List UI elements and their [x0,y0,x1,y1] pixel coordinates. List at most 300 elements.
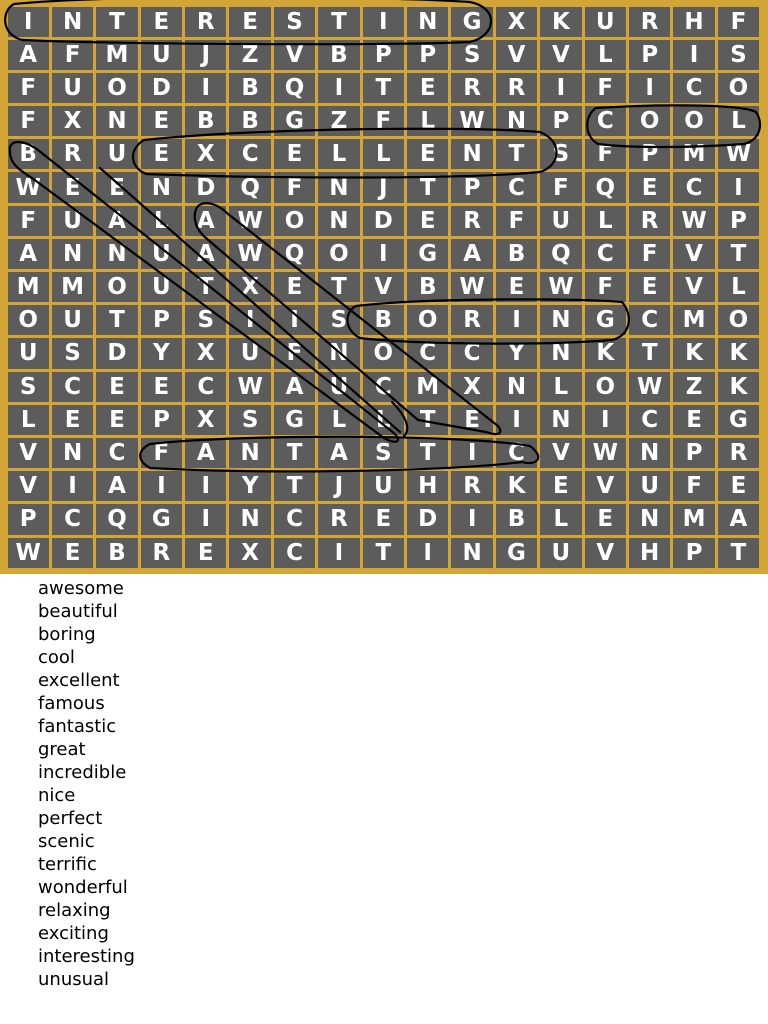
grid-cell[interactable]: V [585,538,626,568]
grid-cell[interactable]: Y [229,471,270,501]
grid-cell[interactable]: S [8,372,49,402]
grid-cell[interactable]: C [451,338,492,368]
grid-cell[interactable]: I [496,305,537,335]
grid-cell[interactable]: B [229,106,270,136]
grid-cell[interactable]: I [363,7,404,37]
grid-cell[interactable]: I [629,73,670,103]
grid-cell[interactable]: P [673,438,714,468]
grid-cell[interactable]: C [496,438,537,468]
grid-cell[interactable]: N [407,7,448,37]
grid-cell[interactable]: V [8,438,49,468]
grid-cell[interactable]: U [318,372,359,402]
grid-cell[interactable]: N [52,438,93,468]
grid-cell[interactable]: E [141,372,182,402]
grid-cell[interactable]: E [141,7,182,37]
grid-cell[interactable]: T [496,139,537,169]
grid-cell[interactable]: W [673,206,714,236]
grid-cell[interactable]: L [318,139,359,169]
grid-cell[interactable]: F [363,106,404,136]
grid-cell[interactable]: L [8,405,49,435]
word-list-item: fantastic [38,716,117,737]
grid-cell[interactable]: F [496,206,537,236]
grid-cell[interactable]: C [52,372,93,402]
grid-cell[interactable]: E [451,405,492,435]
grid-cell[interactable]: I [274,305,315,335]
grid-cell[interactable]: O [629,106,670,136]
grid-cell[interactable]: I [407,538,448,568]
grid-cell[interactable]: G [718,405,759,435]
grid-cell[interactable]: S [185,305,226,335]
grid-cell[interactable]: W [229,372,270,402]
grid-cell[interactable]: T [718,538,759,568]
grid-cell[interactable]: O [718,305,759,335]
grid-cell[interactable]: R [629,7,670,37]
grid-cell[interactable]: N [496,106,537,136]
grid-cell[interactable]: Q [585,172,626,202]
grid-cell[interactable]: U [96,139,137,169]
grid-cell[interactable]: U [629,471,670,501]
grid-cell[interactable]: U [229,338,270,368]
grid-cell[interactable]: E [407,139,448,169]
grid-cell[interactable]: E [229,7,270,37]
grid-cell[interactable]: T [363,73,404,103]
grid-cell[interactable]: F [274,172,315,202]
grid-cell[interactable]: A [96,471,137,501]
grid-cell[interactable]: L [363,139,404,169]
grid-cell[interactable]: E [540,471,581,501]
grid-cell[interactable]: E [52,405,93,435]
grid-cell[interactable]: U [8,338,49,368]
grid-cell[interactable]: R [52,139,93,169]
grid-cell[interactable]: N [318,206,359,236]
grid-cell[interactable]: Q [274,73,315,103]
grid-cell[interactable]: B [8,139,49,169]
grid-cell[interactable]: S [52,338,93,368]
grid-cell[interactable]: T [185,272,226,302]
grid-cell[interactable]: T [96,7,137,37]
grid-cell[interactable]: V [673,239,714,269]
grid-cell[interactable]: B [96,538,137,568]
grid-cell[interactable]: E [629,272,670,302]
grid-cell[interactable]: Z [229,40,270,70]
grid-cell[interactable]: F [585,272,626,302]
grid-cell[interactable]: W [229,239,270,269]
grid-cell[interactable]: P [540,106,581,136]
grid-cell[interactable]: N [540,305,581,335]
grid-cell[interactable]: O [585,372,626,402]
grid-cell[interactable]: C [229,139,270,169]
grid-cell[interactable]: N [96,239,137,269]
grid-cell[interactable]: R [496,73,537,103]
grid-cell[interactable]: T [718,239,759,269]
grid-cell[interactable]: I [363,239,404,269]
grid-cell[interactable]: E [363,504,404,534]
grid-cell[interactable]: O [673,106,714,136]
grid-cell[interactable]: D [185,172,226,202]
grid-cell[interactable]: U [540,538,581,568]
grid-cell[interactable]: H [673,7,714,37]
grid-cell[interactable]: N [451,139,492,169]
grid-cell[interactable]: S [540,139,581,169]
grid-cell[interactable]: X [185,338,226,368]
grid-cell[interactable]: I [451,504,492,534]
grid-cell[interactable]: E [52,172,93,202]
grid-cell[interactable]: F [673,471,714,501]
grid-cell[interactable]: W [718,139,759,169]
grid-cell[interactable]: W [8,538,49,568]
grid-cell[interactable]: V [585,471,626,501]
grid-cell[interactable]: X [496,7,537,37]
grid-cell[interactable]: P [8,504,49,534]
grid-cell[interactable]: B [229,73,270,103]
grid-cell[interactable]: C [673,73,714,103]
grid-cell[interactable]: K [496,471,537,501]
grid-cell[interactable]: E [96,172,137,202]
grid-cell[interactable]: I [718,172,759,202]
grid-cell[interactable]: J [185,40,226,70]
grid-cell[interactable]: U [52,73,93,103]
grid-cell[interactable]: R [318,504,359,534]
grid-cell[interactable]: C [52,504,93,534]
grid-cell[interactable]: J [318,471,359,501]
grid-cell[interactable]: T [363,538,404,568]
grid-cell[interactable]: L [585,206,626,236]
grid-cell[interactable]: G [451,7,492,37]
grid-cell[interactable]: S [318,305,359,335]
grid-cell[interactable]: E [407,73,448,103]
grid-cell[interactable]: N [52,239,93,269]
grid-cell[interactable]: K [718,338,759,368]
grid-cell[interactable]: T [629,338,670,368]
grid-cell[interactable]: N [540,338,581,368]
grid-cell[interactable]: O [318,239,359,269]
grid-cell[interactable]: N [229,504,270,534]
grid-cell[interactable]: T [318,7,359,37]
word-list-item: unusual [38,969,110,990]
grid-cell[interactable]: W [451,106,492,136]
grid-cell[interactable]: I [229,305,270,335]
grid-cell[interactable]: C [496,172,537,202]
grid-cell[interactable]: A [96,206,137,236]
grid-cell[interactable]: H [407,471,448,501]
grid-cell[interactable]: I [141,471,182,501]
word-list-item: scenic [38,831,95,852]
grid-cell[interactable]: I [451,438,492,468]
grid-cell[interactable]: N [629,438,670,468]
grid-cell[interactable]: C [585,239,626,269]
grid-cell[interactable]: C [274,538,315,568]
grid-cell[interactable]: F [8,206,49,236]
grid-cell[interactable]: B [496,504,537,534]
grid-cell[interactable]: K [585,338,626,368]
grid-cell[interactable]: R [718,438,759,468]
grid-cell[interactable]: D [96,338,137,368]
grid-cell[interactable]: P [141,405,182,435]
grid-cell[interactable]: N [229,438,270,468]
grid-cell[interactable]: F [718,7,759,37]
grid-cell[interactable]: L [718,272,759,302]
grid-cell[interactable]: E [585,504,626,534]
grid-cell[interactable]: O [718,73,759,103]
grid-cell[interactable]: E [407,206,448,236]
grid-cell[interactable]: F [540,172,581,202]
grid-cell[interactable]: U [52,305,93,335]
grid-cell[interactable]: U [141,239,182,269]
grid-cell[interactable]: I [52,471,93,501]
grid-cell[interactable]: S [451,40,492,70]
grid-cell[interactable]: S [363,438,404,468]
grid-cell[interactable]: T [274,438,315,468]
grid-cell[interactable]: T [407,438,448,468]
grid-cell[interactable]: P [141,305,182,335]
grid-cell[interactable]: C [585,106,626,136]
grid-cell[interactable]: E [185,538,226,568]
grid-cell[interactable]: L [318,405,359,435]
grid-cell[interactable]: X [229,538,270,568]
grid-cell[interactable]: L [718,106,759,136]
grid-cell[interactable]: A [8,239,49,269]
grid-cell[interactable]: Z [673,372,714,402]
grid-cell[interactable]: G [141,504,182,534]
grid-cell[interactable]: G [274,106,315,136]
grid-cell[interactable]: U [141,40,182,70]
grid-cell[interactable]: E [718,471,759,501]
grid-cell[interactable]: R [141,538,182,568]
grid-cell[interactable]: L [363,405,404,435]
grid-cell[interactable]: M [52,272,93,302]
grid-cell[interactable]: A [185,438,226,468]
grid-cell[interactable]: X [229,272,270,302]
grid-cell[interactable]: J [363,172,404,202]
grid-cell[interactable]: U [363,471,404,501]
grid-cell[interactable]: U [540,206,581,236]
grid-cell[interactable]: F [52,40,93,70]
grid-cell[interactable]: A [185,239,226,269]
grid-cell[interactable]: M [673,139,714,169]
grid-cell[interactable]: R [451,305,492,335]
grid-cell[interactable]: P [451,172,492,202]
grid-cell[interactable]: P [629,139,670,169]
grid-cell[interactable]: R [629,206,670,236]
grid-cell[interactable]: B [318,40,359,70]
word-list-item: beautiful [38,601,118,622]
grid-cell[interactable]: T [318,272,359,302]
grid-cell[interactable]: M [96,40,137,70]
grid-cell[interactable]: C [363,372,404,402]
grid-cell[interactable]: D [363,206,404,236]
grid-cell[interactable]: I [585,405,626,435]
word-list-item: incredible [38,762,127,783]
grid-cell[interactable]: E [141,106,182,136]
grid-cell[interactable]: E [629,172,670,202]
grid-cell[interactable]: Q [96,504,137,534]
grid-cell[interactable]: Q [274,239,315,269]
grid-cell[interactable]: E [52,538,93,568]
grid-cell[interactable]: M [407,372,448,402]
grid-cell[interactable]: P [718,206,759,236]
grid-cell[interactable]: U [141,272,182,302]
grid-cell[interactable]: D [141,73,182,103]
grid-cell[interactable]: L [540,372,581,402]
grid-cell[interactable]: C [629,405,670,435]
grid-cell[interactable]: F [8,73,49,103]
grid-cell[interactable]: A [451,239,492,269]
grid-cell[interactable]: C [96,438,137,468]
grid-cell[interactable]: I [185,73,226,103]
grid-cell[interactable]: O [407,305,448,335]
grid-cell[interactable]: A [185,206,226,236]
grid-cell[interactable]: P [363,40,404,70]
grid-cell[interactable]: T [407,172,448,202]
grid-cell[interactable]: M [8,272,49,302]
grid-cell[interactable]: V [8,471,49,501]
letter-grid [6,5,761,569]
grid-cell[interactable]: N [52,7,93,37]
grid-cell[interactable]: F [585,73,626,103]
grid-cell[interactable]: Y [141,338,182,368]
grid-cell[interactable]: Q [229,172,270,202]
grid-cell[interactable]: C [629,305,670,335]
grid-cell[interactable]: S [229,405,270,435]
grid-cell[interactable]: H [629,538,670,568]
grid-cell[interactable]: V [496,40,537,70]
grid-cell[interactable]: N [318,172,359,202]
grid-cell[interactable]: G [274,405,315,435]
grid-cell[interactable]: A [318,438,359,468]
grid-cell[interactable]: C [274,504,315,534]
grid-cell[interactable]: G [496,538,537,568]
grid-cell[interactable]: B [185,106,226,136]
grid-cell[interactable]: L [141,206,182,236]
grid-cell[interactable]: U [585,7,626,37]
grid-cell[interactable]: V [673,272,714,302]
grid-cell[interactable]: I [318,538,359,568]
word-list-item: perfect [38,808,103,829]
grid-cell[interactable]: R [451,206,492,236]
grid-cell[interactable]: X [185,405,226,435]
grid-cell[interactable]: U [52,206,93,236]
grid-cell[interactable]: S [718,40,759,70]
grid-cell[interactable]: E [496,272,537,302]
grid-cell[interactable]: L [585,40,626,70]
grid-cell[interactable]: W [540,272,581,302]
grid-cell[interactable]: W [451,272,492,302]
grid-cell[interactable]: S [274,7,315,37]
grid-cell[interactable]: R [451,471,492,501]
grid-cell[interactable]: G [407,239,448,269]
grid-cell[interactable]: I [8,7,49,37]
grid-cell[interactable]: M [673,305,714,335]
grid-cell[interactable]: N [496,372,537,402]
grid-cell[interactable]: F [141,438,182,468]
grid-cell[interactable]: N [540,405,581,435]
grid-cell[interactable]: F [274,338,315,368]
grid-cell[interactable]: P [629,40,670,70]
grid-cell[interactable]: I [185,471,226,501]
grid-cell[interactable]: Z [318,106,359,136]
grid-cell[interactable]: C [407,338,448,368]
grid-cell[interactable]: I [673,40,714,70]
grid-cell[interactable]: V [540,40,581,70]
grid-cell[interactable]: V [363,272,404,302]
grid-cell[interactable]: W [8,172,49,202]
grid-cell[interactable]: T [96,305,137,335]
grid-cell[interactable]: I [318,73,359,103]
grid-cell[interactable]: P [673,538,714,568]
grid-cell[interactable]: W [585,438,626,468]
grid-cell[interactable]: W [629,372,670,402]
grid-cell[interactable]: A [8,40,49,70]
grid-cell[interactable]: R [451,73,492,103]
grid-cell[interactable]: I [496,405,537,435]
grid-cell[interactable]: N [318,338,359,368]
grid-cell[interactable]: W [229,206,270,236]
grid-cell[interactable]: B [496,239,537,269]
word-list-item: awesome [38,578,124,599]
grid-cell[interactable]: O [96,272,137,302]
grid-cell[interactable]: N [629,504,670,534]
grid-cell[interactable]: D [407,504,448,534]
grid-cell[interactable]: K [718,372,759,402]
grid-cell[interactable]: E [141,139,182,169]
grid-cell[interactable]: O [96,73,137,103]
grid-cell[interactable]: T [407,405,448,435]
grid-cell[interactable]: F [8,106,49,136]
grid-cell[interactable]: X [185,139,226,169]
grid-cell[interactable]: K [673,338,714,368]
grid-cell[interactable]: I [185,504,226,534]
grid-cell[interactable]: N [96,106,137,136]
grid-cell[interactable]: Y [496,338,537,368]
grid-cell[interactable]: L [540,504,581,534]
grid-cell[interactable]: A [274,372,315,402]
grid-cell[interactable]: E [96,405,137,435]
grid-cell[interactable]: X [52,106,93,136]
grid-cell[interactable]: E [673,405,714,435]
word-list-item: great [38,739,86,760]
grid-cell[interactable]: B [363,305,404,335]
grid-cell[interactable]: N [141,172,182,202]
grid-cell[interactable]: Q [540,239,581,269]
grid-cell[interactable]: B [407,272,448,302]
grid-cell[interactable]: V [540,438,581,468]
grid-cell[interactable]: N [451,538,492,568]
grid-cell[interactable]: L [407,106,448,136]
grid-cell[interactable]: E [96,372,137,402]
grid-cell[interactable]: A [718,504,759,534]
grid-cell[interactable]: C [185,372,226,402]
grid-cell[interactable]: X [451,372,492,402]
word-list-item: boring [38,624,96,645]
grid-cell[interactable]: C [673,172,714,202]
grid-cell[interactable]: F [629,239,670,269]
grid-cell[interactable]: O [8,305,49,335]
grid-cell[interactable]: G [585,305,626,335]
grid-cell[interactable]: O [363,338,404,368]
word-list-item: cool [38,647,75,668]
grid-cell[interactable]: M [673,504,714,534]
grid-cell[interactable]: V [274,40,315,70]
grid-cell[interactable]: K [540,7,581,37]
grid-cell[interactable]: R [185,7,226,37]
grid-cell[interactable]: I [540,73,581,103]
grid-cell[interactable]: E [274,272,315,302]
grid-cell[interactable]: O [274,206,315,236]
grid-cell[interactable]: F [585,139,626,169]
grid-cell[interactable]: T [274,471,315,501]
grid-cell[interactable]: E [274,139,315,169]
grid-cell[interactable]: P [407,40,448,70]
